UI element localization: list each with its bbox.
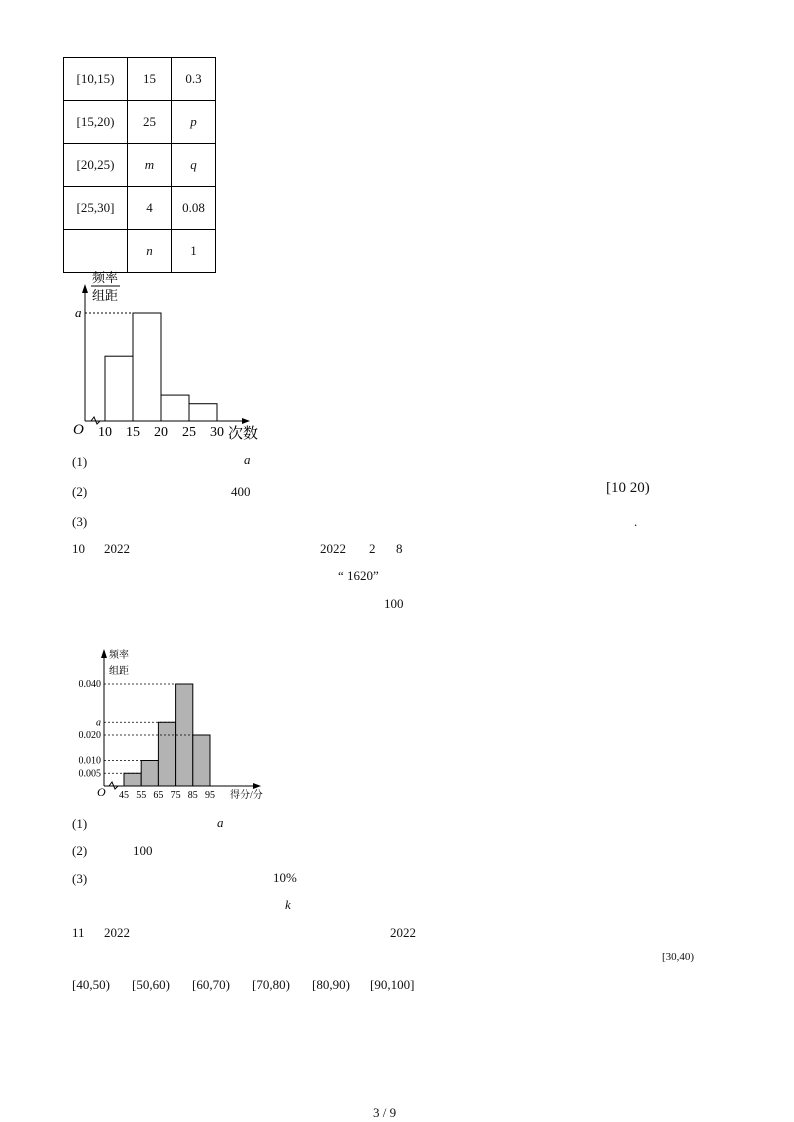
histogram-bar xyxy=(189,404,217,421)
table-cell: [25,30] xyxy=(64,187,128,230)
y-tick-label: 0.010 xyxy=(78,755,101,767)
interval-text: [90,100] xyxy=(370,977,415,992)
question-number: 10 xyxy=(72,541,85,556)
variable-label: a xyxy=(244,452,251,467)
x-tick-label: 10 xyxy=(98,425,112,440)
origin-label: O xyxy=(73,422,84,438)
interval-text: [10 20) xyxy=(606,480,650,496)
number-text: 100 xyxy=(384,596,404,611)
x-tick-label: 45 xyxy=(119,790,129,801)
y-axis-arrow xyxy=(82,284,88,293)
y-tick-label: 0.040 xyxy=(78,679,101,690)
question-number: (3) xyxy=(72,871,88,886)
table-row xyxy=(64,144,216,187)
page-number: 3 / 9 xyxy=(373,1105,397,1120)
variable-label: a xyxy=(217,815,224,830)
x-tick-label: 15 xyxy=(126,425,140,440)
histogram-bar xyxy=(193,735,210,786)
table-cell: [10,15) xyxy=(64,58,128,101)
table-row xyxy=(64,101,216,144)
histogram-bar xyxy=(133,313,161,421)
x-tick-label: 55 xyxy=(136,790,147,801)
histogram-bar xyxy=(161,395,189,421)
histogram-chart-1 xyxy=(60,268,280,450)
percent-text: 10% xyxy=(273,870,297,885)
x-axis-arrow xyxy=(253,783,261,789)
interval-text: [60,70) xyxy=(192,977,230,992)
y-axis-label-denominator: 组距 xyxy=(92,288,119,303)
interval-text: [50,60) xyxy=(132,977,170,992)
variable-label: k xyxy=(285,897,291,912)
table-cell: n xyxy=(128,230,172,273)
y-tick-label: a xyxy=(75,305,82,320)
y-axis-label-numerator: 频率 xyxy=(92,270,119,285)
table-cell: 0.3 xyxy=(172,58,216,101)
number-text: 400 xyxy=(231,484,251,499)
table-row xyxy=(64,58,216,101)
interval-text: [30,40) xyxy=(662,951,695,963)
year-text: 2022 xyxy=(104,925,130,940)
table-cell: [20,25) xyxy=(64,144,128,187)
table-cell: 25 xyxy=(128,101,172,144)
table-cell xyxy=(64,230,128,273)
question-number: (2) xyxy=(72,484,88,499)
histogram-bar xyxy=(105,356,133,421)
interval-text: [80,90) xyxy=(312,977,350,992)
y-axis-arrow xyxy=(101,649,107,658)
year-text: 2022 xyxy=(320,541,346,556)
y-tick-label: a xyxy=(96,717,101,729)
x-tick-label: 30 xyxy=(210,425,224,440)
frequency-table xyxy=(63,57,216,273)
question-number: (1) xyxy=(72,816,88,831)
question-number: (2) xyxy=(72,843,88,858)
table-cell: m xyxy=(128,144,172,187)
x-tick-label: 20 xyxy=(154,425,168,440)
day-text: 8 xyxy=(396,541,403,556)
x-tick-label: 65 xyxy=(153,790,164,801)
histogram-chart-2 xyxy=(68,646,268,806)
histogram-bar xyxy=(158,722,175,786)
x-axis-label: 得分/分 xyxy=(230,790,263,801)
x-tick-label: 25 xyxy=(182,425,196,440)
x-tick-label: 95 xyxy=(205,790,215,801)
table-cell: 4 xyxy=(128,187,172,230)
month-text: 2 xyxy=(369,541,376,556)
question-number: (1) xyxy=(72,454,88,469)
table-row xyxy=(64,230,216,273)
table-cell: 15 xyxy=(128,58,172,101)
table-cell: q xyxy=(172,144,216,187)
punctuation: . xyxy=(634,514,638,529)
x-axis-label: 次数 xyxy=(228,426,259,442)
table-cell: p xyxy=(172,101,216,144)
x-axis-arrow xyxy=(242,418,250,424)
y-axis-label-denominator: 组距 xyxy=(109,666,129,677)
question-number: (3) xyxy=(72,514,88,529)
number-text: 100 xyxy=(133,843,153,858)
table-cell: 0.08 xyxy=(172,187,216,230)
y-axis-label-numerator: 频率 xyxy=(109,650,129,661)
histogram-bar xyxy=(141,761,158,787)
origin-label: O xyxy=(97,785,106,799)
table-cell: 1 xyxy=(172,230,216,273)
question-number: 11 xyxy=(72,925,85,940)
histogram-bar xyxy=(124,773,141,786)
x-tick-label: 85 xyxy=(187,790,198,801)
interval-text: [70,80) xyxy=(252,977,290,992)
y-tick-label: 0.020 xyxy=(78,730,101,741)
year-text: 2022 xyxy=(390,925,416,940)
quoted-text: “ 1620” xyxy=(338,568,379,583)
y-tick-label: 0.005 xyxy=(78,768,101,780)
year-text: 2022 xyxy=(104,541,130,556)
interval-text: [40,50) xyxy=(72,977,110,992)
table-cell: [15,20) xyxy=(64,101,128,144)
table-row xyxy=(64,187,216,230)
x-tick-label: 75 xyxy=(170,790,181,801)
